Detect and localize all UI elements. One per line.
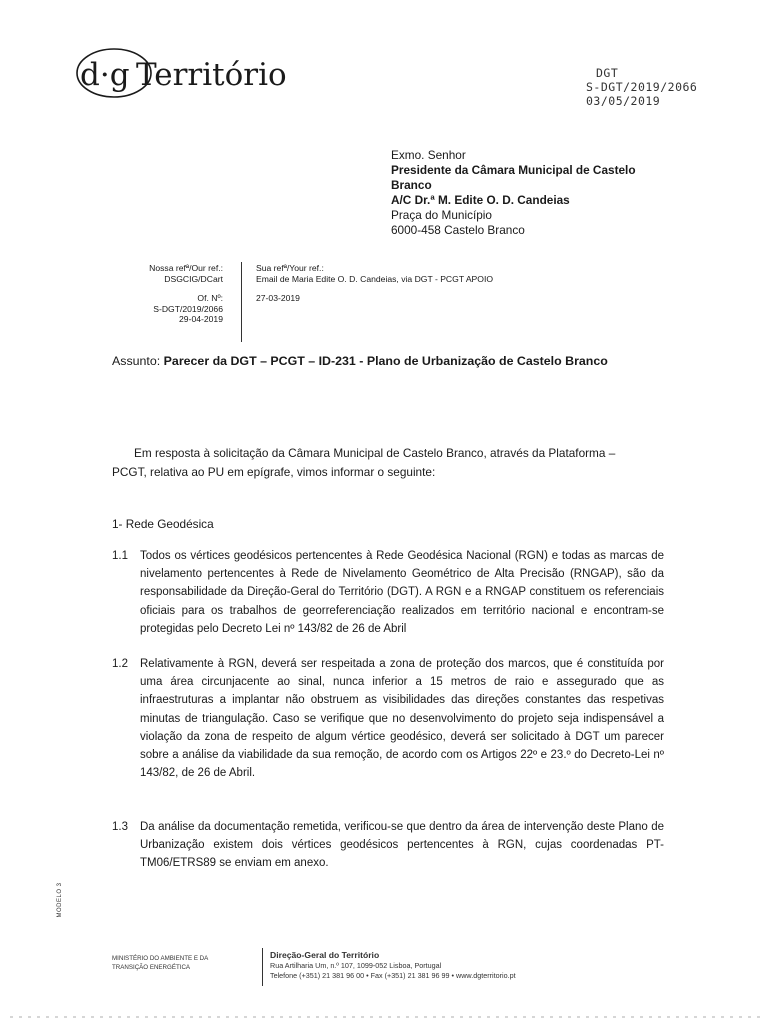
your-reference-block xyxy=(256,263,576,304)
item-text: Da análise da documentação remetida, verificou-se que dentro da área de intervenção deste Plano de Urbanização existem dois vértices geodésicos pertencentes à RGN, cujas coordenadas PT-TM06/ETRS89 se enviam em anexo. xyxy=(140,821,664,870)
recipient-attention: A/C Dr.ª M. Edite O. D. Candeias xyxy=(391,193,570,207)
our-ref-label: Nossa refª/Our ref.: xyxy=(149,263,223,273)
list-item xyxy=(112,818,664,873)
subject-label: Assunto: xyxy=(112,354,161,368)
dgt-logo xyxy=(74,46,306,102)
list-item xyxy=(112,655,664,782)
ministry-line-2: TRANSIÇÃO ENERGÉTICA xyxy=(112,964,191,971)
list-item xyxy=(112,547,664,638)
ministry-line-1: MINISTÉRIO DO AMBIENTE E DA xyxy=(112,955,209,962)
office-label: Of. Nº: xyxy=(197,293,223,303)
office-number: S-DGT/2019/2066 xyxy=(153,303,223,314)
section-title: 1- Rede Geodésica xyxy=(112,517,214,531)
subject-text: Parecer da DGT – PCGT – ID-231 - Plano de Urbanização de Castelo Branco xyxy=(163,354,608,368)
footer-address: Rua Artilharia Um, n.º 107, 1099-052 Lisboa, Portugal xyxy=(270,961,442,970)
recipient-salutation: Exmo. Senhor xyxy=(391,148,466,162)
item-text: Relativamente à RGN, deverá ser respeitada a zona de proteção dos marcos, que é constituída por uma área circunjacente ao sinal, nunca inferior a 15 metros de raio e assegurado que as infraestruturas a implantar não obstruem as visibilidades das direções constantes das respetivas minutas de triangulação. Caso se verifique que no desenvolvimento do projeto seja indispensável a violação da zona de respeito de algum vértice geodésico, deverá ser solicitado à DGT um parecer sobre a análise da viabilidade da sua remoção, de acordo com os Artigos 22º e 23.º do Decreto-Lei nº 143/82, de 26 de Abril. xyxy=(140,658,664,780)
form-model-text: MODELO 3 xyxy=(57,882,63,918)
item-number: 1.2 xyxy=(112,658,128,670)
footer-contacts: Telefone (+351) 21 381 96 00 • Fax (+351) 21 381 96 99 • www.dgterritorio.pt xyxy=(270,970,516,980)
registry-stamp xyxy=(586,66,706,108)
your-ref-date: 27-03-2019 xyxy=(256,293,300,303)
footer-divider xyxy=(262,948,263,986)
form-model-label xyxy=(50,883,70,917)
your-ref-label: Sua refª/Your ref.: xyxy=(256,263,324,273)
your-ref-value: Email de Maria Edite O. D. Candeias, via DGT - PCGT APOIO xyxy=(256,273,494,284)
scan-edge-noise xyxy=(10,1016,760,1018)
logo-text-territorio: Território xyxy=(136,57,287,93)
recipient-postal: 6000-458 Castelo Branco xyxy=(391,223,525,237)
stamp-line-2: S-DGT/2019/2066 xyxy=(586,80,698,94)
our-reference-block xyxy=(80,263,223,325)
footer-organization xyxy=(270,950,650,980)
item-text: Todos os vértices geodésicos pertencentes à Rede Geodésica Nacional (RGN) e todas as marcas de nivelamento pertencentes à Rede de Nivelamento Geométrico de Alta Precisão (RNGAP), são da responsabilidade da Direção-Geral do Território (DGT). A RGN e a RNGAP constituem os referenciais oficiais para os trabalhos de georreferenciação realizados em território nacional e encontram-se protegidas pelo Decreto Lei nº 143/82 de 26 de Abril xyxy=(140,550,664,635)
recipient-title: Presidente da Câmara Municipal de Castelo xyxy=(391,163,636,177)
logo-text-dg: d·g xyxy=(80,57,130,93)
dgt-logo-graphic xyxy=(74,46,306,102)
intro-paragraph xyxy=(112,444,664,482)
item-number: 1.1 xyxy=(112,550,128,562)
intro-line-1: Em resposta à solicitação da Câmara Municipal de Castelo Branco, através da Plataforma – xyxy=(134,446,616,460)
recipient-address xyxy=(391,148,691,238)
footer-ministry xyxy=(112,954,254,972)
intro-line-2: PCGT, relativa ao PU em epígrafe, vimos informar o seguinte: xyxy=(112,465,436,479)
item-number: 1.3 xyxy=(112,821,128,833)
recipient-street: Praça do Município xyxy=(391,208,492,222)
office-date: 29-04-2019 xyxy=(179,314,223,324)
reference-divider xyxy=(241,262,242,342)
footer-org-name: Direção-Geral do Território xyxy=(270,950,380,960)
recipient-title-cont: Branco xyxy=(391,178,432,192)
stamp-line-3: 03/05/2019 xyxy=(586,94,661,108)
stamp-line-1: DGT xyxy=(596,66,619,80)
our-ref-value: DSGCIG/DCart xyxy=(164,273,223,284)
subject-line xyxy=(112,353,712,369)
